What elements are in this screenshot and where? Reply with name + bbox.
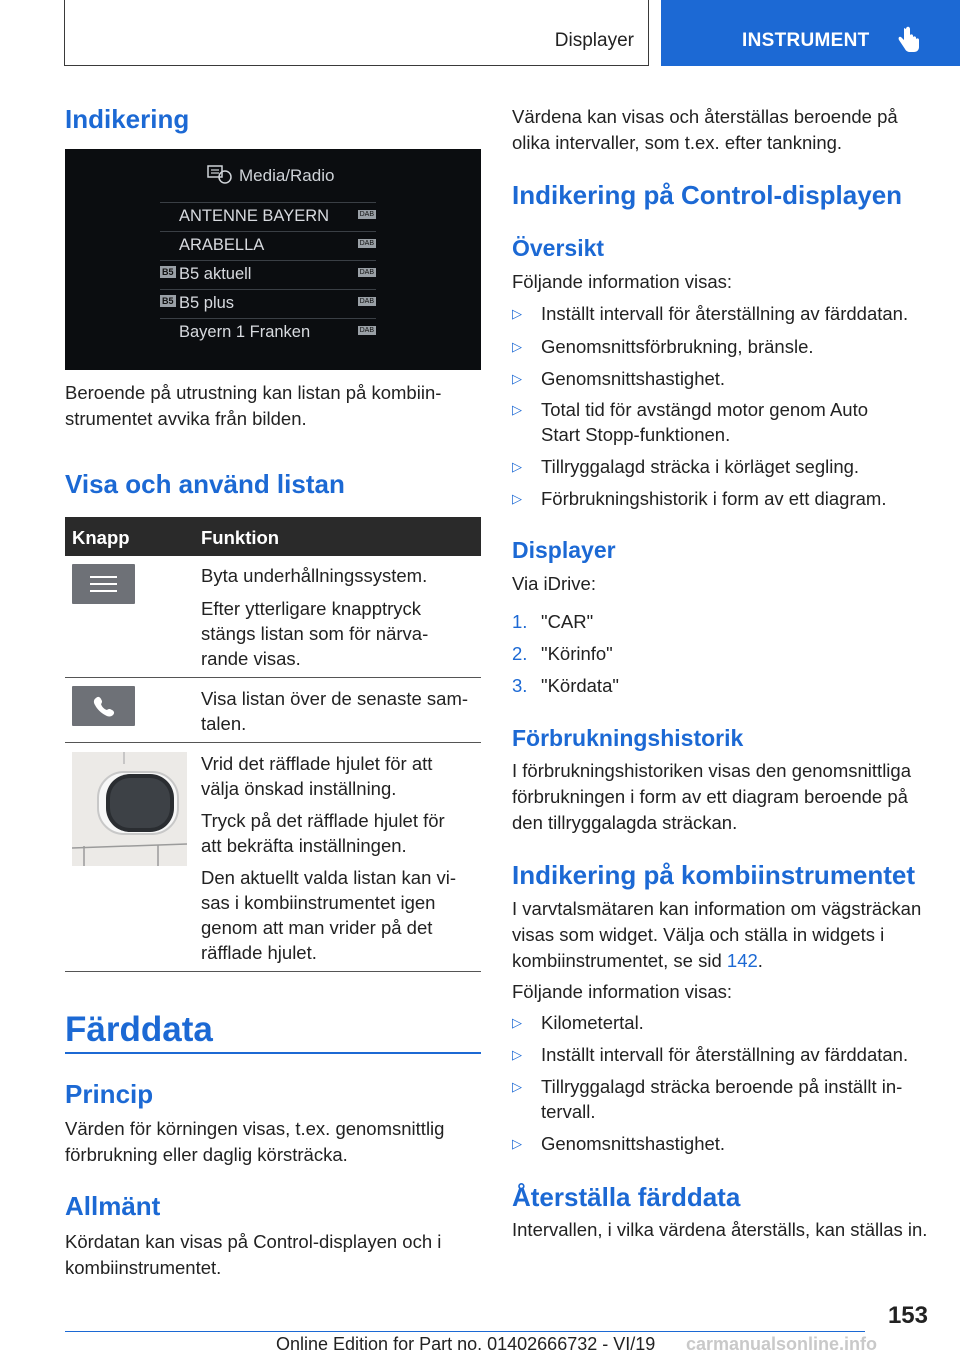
cell-line: Visa listan över de senaste sam- bbox=[201, 688, 469, 709]
text-fragment: . bbox=[757, 950, 763, 971]
station-row bbox=[160, 231, 376, 256]
table-divider bbox=[65, 742, 481, 743]
aterstalla-text: Intervallen, i vilka värdena återställs, kan ställas in. bbox=[512, 1219, 928, 1240]
table-row-2-text bbox=[201, 686, 476, 736]
b5-logo: B5 bbox=[162, 267, 174, 277]
oversikt-lead: Följande information visas: bbox=[512, 271, 733, 292]
heading-visa: Visa och använd listan bbox=[65, 469, 345, 499]
col-knapp: Knapp bbox=[72, 527, 130, 548]
princip-text bbox=[65, 1116, 481, 1168]
cell-line: Vrid det räfflade hjulet för att bbox=[201, 753, 433, 774]
phone-icon bbox=[72, 686, 135, 726]
media-radio-icon bbox=[207, 163, 233, 185]
heading-kombi: Indikering på kombiinstrumentet bbox=[512, 860, 916, 890]
cell-line: stängs listan som för närva- bbox=[201, 623, 429, 644]
list-item bbox=[541, 1074, 902, 1124]
station-name: B5 aktuell bbox=[179, 265, 252, 283]
allmant-text bbox=[65, 1229, 481, 1281]
phone-button-image bbox=[72, 686, 135, 726]
b5-logo: B5 bbox=[162, 296, 174, 306]
kombi-lead: Följande information visas: bbox=[512, 981, 733, 1002]
cell-line: talen. bbox=[201, 713, 247, 734]
heading-rule bbox=[65, 1052, 481, 1054]
heading-allmant: Allmänt bbox=[65, 1191, 161, 1221]
list-item bbox=[541, 397, 868, 447]
triangle-bullet-icon: ▷ bbox=[512, 459, 522, 474]
heading-princip: Princip bbox=[65, 1079, 154, 1109]
header-section: Displayer bbox=[554, 30, 634, 51]
heading-displayer: Displayer bbox=[512, 537, 616, 563]
cell-line: Tryck på det räfflade hjulet för bbox=[201, 810, 445, 831]
page-link[interactable]: 142 bbox=[726, 950, 758, 971]
triangle-bullet-icon: ▷ bbox=[512, 371, 522, 386]
cell-line: räfflade hjulet. bbox=[201, 942, 317, 963]
triangle-bullet-icon: ▷ bbox=[512, 402, 522, 417]
cell-line: Den aktuellt valda listan kan vi- bbox=[201, 867, 457, 888]
station-name: ANTENNE BAYERN bbox=[179, 207, 330, 225]
dab-badge: DAB bbox=[359, 327, 374, 334]
step-text: "CAR" bbox=[541, 611, 594, 632]
station-name: Bayern 1 Franken bbox=[179, 323, 311, 341]
dab-badge: DAB bbox=[359, 269, 374, 276]
text-line: förbrukningen i form av ett diagram beroende på bbox=[512, 786, 908, 807]
dab-badge: DAB bbox=[359, 298, 374, 305]
media-radio-screenshot bbox=[65, 149, 481, 370]
footer-rule bbox=[65, 1331, 865, 1332]
list-item: Genomsnittshastighet. bbox=[541, 1133, 726, 1154]
station-name: B5 plus bbox=[179, 294, 235, 312]
list-item: Genomsnittsförbrukning, bränsle. bbox=[541, 336, 814, 357]
caption bbox=[65, 380, 481, 432]
watermark: carmanualsonline.info bbox=[686, 1334, 878, 1354]
text-fragment: kombiinstrumentet, se sid bbox=[512, 950, 727, 971]
cell-line: Efter ytterligare knapptryck bbox=[201, 598, 422, 619]
triangle-bullet-icon: ▷ bbox=[512, 306, 522, 321]
station-row bbox=[160, 318, 376, 343]
heading-historik: Förbrukningshistorik bbox=[512, 725, 744, 751]
list-item: Förbrukningshistorik i form av ett diagram. bbox=[541, 488, 887, 509]
list-item: Tillryggalagd sträcka i körläget segling. bbox=[541, 456, 860, 477]
text-line: Kördatan kan visas på Control-displayen och i bbox=[65, 1231, 442, 1252]
footer-edition: Online Edition for Part no. 01402666732 - VI/19 bbox=[276, 1334, 656, 1354]
list-icon bbox=[72, 564, 135, 604]
cell-line: rande visas. bbox=[201, 648, 301, 669]
col-funktion: Funktion bbox=[201, 527, 280, 548]
list-item: Inställt intervall för återställning av färddatan. bbox=[541, 1044, 909, 1065]
station-row bbox=[160, 260, 376, 285]
cell-line: välja önskad inställning. bbox=[201, 778, 397, 799]
text-line: kombiinstrumentet. bbox=[65, 1257, 222, 1278]
caption-line: strumentet avvika från bilden. bbox=[65, 408, 307, 429]
intro-text bbox=[512, 104, 932, 156]
heading-oversikt: Översikt bbox=[512, 235, 605, 261]
list-item-line: Start Stopp-funktionen. bbox=[541, 424, 731, 445]
heading-control: Indikering på Control-displayen bbox=[512, 180, 903, 210]
station-row bbox=[160, 202, 376, 227]
triangle-bullet-icon: ▷ bbox=[512, 1047, 522, 1062]
kombi-text bbox=[512, 896, 942, 974]
controller-knob-illustration bbox=[72, 752, 187, 866]
page-number: 153 bbox=[887, 1302, 928, 1329]
list-item-line: tervall. bbox=[541, 1101, 596, 1122]
cell-line: sas i kombiinstrumentet igen bbox=[201, 892, 436, 913]
media-title: Media/Radio bbox=[239, 166, 335, 185]
text-line: den tillryggalagda sträckan. bbox=[512, 812, 738, 833]
table-header bbox=[65, 517, 481, 556]
list-item: Kilometertal. bbox=[541, 1012, 644, 1033]
text-line: visas som widget. Välja och ställa in widgets i bbox=[512, 924, 885, 945]
heading-farddata: Färddata bbox=[65, 1010, 213, 1049]
historik-text bbox=[512, 758, 932, 836]
table-divider bbox=[65, 677, 481, 678]
triangle-bullet-icon: ▷ bbox=[512, 1079, 522, 1094]
dab-badge: DAB bbox=[359, 240, 374, 247]
table-divider bbox=[65, 971, 481, 972]
list-item: Genomsnittshastighet. bbox=[541, 368, 726, 389]
cell-line: Byta underhållningssystem. bbox=[201, 565, 428, 586]
header-chapter-tab bbox=[661, 0, 960, 66]
controller-knob-image bbox=[72, 752, 187, 866]
triangle-bullet-icon: ▷ bbox=[512, 339, 522, 354]
table-row-3-text bbox=[201, 751, 476, 965]
table-row-1-text bbox=[201, 563, 476, 671]
text-line: I förbrukningshistoriken visas den genomsnittliga bbox=[512, 760, 911, 781]
step-number: 1. bbox=[512, 611, 528, 632]
cell-line: att bekräfta inställningen. bbox=[201, 835, 407, 856]
text-line: olika intervaller, som t.ex. efter tankning. bbox=[512, 132, 843, 153]
caption-line: Beroende på utrustning kan listan på kombiin- bbox=[65, 382, 442, 403]
heading-aterstalla: Återställa färddata bbox=[512, 1182, 741, 1212]
header-chapter: INSTRUMENT bbox=[742, 30, 870, 51]
text-line: förbrukning eller daglig körsträcka. bbox=[65, 1144, 348, 1165]
triangle-bullet-icon: ▷ bbox=[512, 1015, 522, 1030]
header-section-box bbox=[64, 0, 649, 66]
heading-indikering: Indikering bbox=[65, 104, 190, 134]
list-button-image bbox=[72, 564, 135, 604]
triangle-bullet-icon: ▷ bbox=[512, 491, 522, 506]
step-text: "Körinfo" bbox=[541, 643, 613, 664]
text-line: Värden för körningen visas, t.ex. genomsnittlig bbox=[65, 1118, 445, 1139]
via-idrive: Via iDrive: bbox=[512, 573, 596, 594]
step-number: 3. bbox=[512, 675, 528, 696]
list-item: Inställt intervall för återställning av färddatan. bbox=[541, 303, 909, 324]
step-text: "Kördata" bbox=[541, 675, 619, 696]
list-item-line: Tillryggalagd sträcka beroende på inställt in- bbox=[541, 1076, 903, 1097]
list-item-line: Total tid för avstängd motor genom Auto bbox=[541, 399, 869, 420]
text-line bbox=[512, 948, 942, 974]
station-name: ARABELLA bbox=[179, 236, 265, 254]
text-line: Värdena kan visas och återställas beroende på bbox=[512, 106, 898, 127]
text-line: I varvtalsmätaren kan information om vägsträckan bbox=[512, 898, 922, 919]
hand-pointer-icon bbox=[897, 26, 921, 54]
dab-badge: DAB bbox=[359, 211, 374, 218]
cell-line: genom att man vrider på det bbox=[201, 917, 433, 938]
step-number: 2. bbox=[512, 643, 528, 664]
station-row bbox=[160, 289, 376, 314]
triangle-bullet-icon: ▷ bbox=[512, 1136, 522, 1151]
